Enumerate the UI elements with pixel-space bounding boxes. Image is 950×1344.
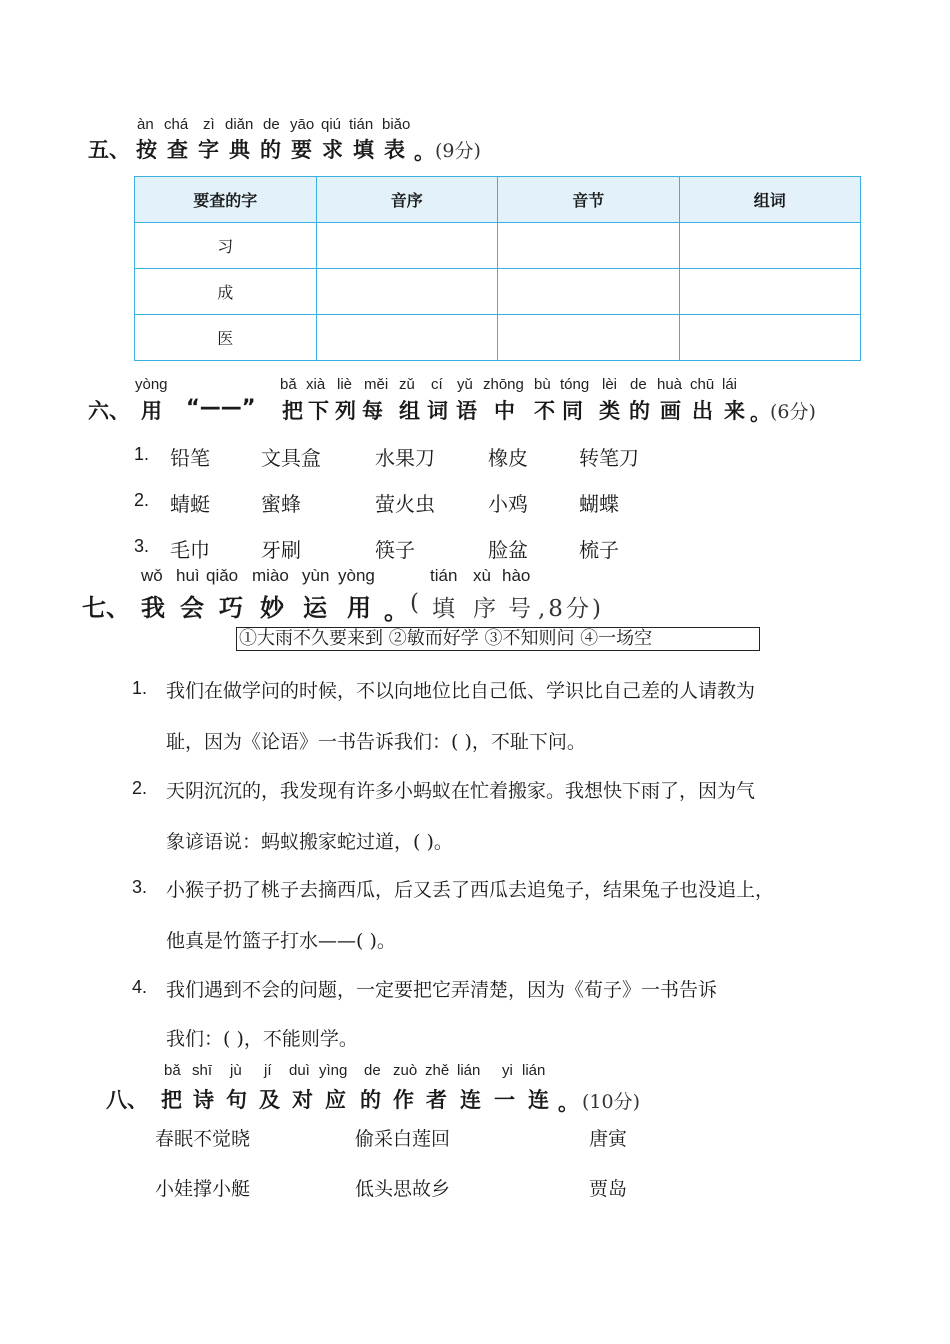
poem-line[interactable]: 小娃撑小艇 — [155, 1178, 251, 1200]
table-header-cell: 音序 — [316, 177, 498, 223]
heading-char: 组 — [399, 399, 420, 423]
question-number: 4. — [132, 977, 148, 997]
word[interactable]: 蜻蜓 — [170, 492, 210, 516]
heading-char: 类 — [599, 399, 620, 423]
heading-char: 作 — [393, 1088, 414, 1112]
table-cell-input[interactable] — [316, 223, 498, 269]
pinyin: jù — [230, 1062, 242, 1079]
score-open: ( — [410, 590, 422, 616]
heading-period: 。 — [414, 140, 435, 164]
poem-author[interactable]: 唐寅 — [589, 1128, 628, 1150]
dictionary-table — [134, 176, 861, 361]
section-number: 六、 — [88, 399, 130, 423]
heading-char: 按 — [136, 138, 157, 162]
pinyin: xù — [473, 566, 491, 585]
heading-char: 语 — [456, 399, 477, 423]
heading-char: 用 — [347, 594, 371, 622]
score-char: 填 — [432, 596, 458, 622]
heading-char: 者 — [426, 1088, 447, 1112]
heading-char: 要 — [291, 138, 312, 162]
pinyin: zuò — [393, 1062, 418, 1079]
heading-period: 。 — [750, 401, 771, 425]
section-score: ,8分) — [538, 596, 604, 622]
heading-char: 把 — [282, 399, 303, 423]
table-cell-char: 成 — [135, 269, 317, 315]
score-char: 序 — [473, 596, 499, 622]
heading-char: 我 — [141, 594, 165, 622]
poem-line[interactable]: 低头思故乡 — [355, 1178, 451, 1200]
pinyin: yìng — [319, 1062, 348, 1079]
table-cell-input[interactable] — [316, 269, 498, 315]
heading-char: 典 — [229, 138, 250, 162]
table-header-cell: 组词 — [679, 177, 861, 223]
table-cell-input[interactable] — [679, 223, 861, 269]
table-cell-input[interactable] — [498, 223, 680, 269]
question-line: 我们在做学问的时候，不以向地位比自己低、学识比自己差的人请教为 — [166, 680, 756, 702]
pinyin: yòng — [338, 566, 375, 585]
score-char: 号 — [508, 596, 534, 622]
heading-char: 及 — [259, 1088, 280, 1112]
word[interactable]: 蝴蝶 — [579, 492, 619, 516]
pinyin: bù — [534, 376, 551, 393]
pinyin: xià — [306, 376, 326, 393]
pinyin: lèi — [602, 376, 618, 393]
row-number: 1. — [134, 444, 150, 464]
question-line: 天阴沉沉的，我发现有许多小蚂蚁在忙着搬家。我想快下雨了，因为气 — [166, 780, 756, 802]
pinyin: de — [263, 116, 280, 133]
heading-char: 把 — [161, 1088, 182, 1112]
heading-char: 的 — [629, 399, 650, 423]
word[interactable]: 水果刀 — [375, 446, 435, 470]
heading-char: 连 — [528, 1088, 549, 1112]
pinyin: tóng — [560, 376, 590, 393]
table-header-cell: 要查的字 — [135, 177, 317, 223]
table-cell-input[interactable] — [679, 269, 861, 315]
table-header-row — [135, 177, 861, 223]
heading-char: 查 — [167, 138, 188, 162]
heading-char: 词 — [427, 399, 448, 423]
table-cell-char: 习 — [135, 223, 317, 269]
heading-dash-marker: “——” — [186, 395, 256, 419]
word[interactable]: 毛巾 — [170, 538, 210, 562]
pinyin: biǎo — [382, 116, 411, 133]
question-line[interactable]: 我们：( )，不能则学。 — [166, 1028, 358, 1050]
pinyin: liè — [337, 376, 353, 393]
section-number: 五、 — [88, 138, 130, 162]
pinyin: tián — [349, 116, 374, 133]
heading-char: 不 — [534, 399, 555, 423]
pinyin: wǒ — [141, 566, 163, 585]
question-number: 1. — [132, 678, 148, 698]
heading-char: 求 — [322, 138, 343, 162]
question-line: 我们遇到不会的问题，一定要把它弄清楚，因为《荀子》一书告诉 — [166, 979, 718, 1001]
word[interactable]: 梳子 — [579, 538, 619, 562]
heading-char: 每 — [362, 399, 383, 423]
word[interactable]: 脸盆 — [488, 538, 528, 562]
question-line: 小猴子扔了桃子去摘西瓜，后又丢了西瓜去追兔子，结果兔子也没追上， — [166, 879, 775, 901]
pinyin: yi — [502, 1062, 513, 1079]
word[interactable]: 橡皮 — [488, 446, 528, 470]
heading-char: 妙 — [260, 594, 284, 622]
pinyin: bǎ — [280, 376, 297, 393]
poem-line[interactable]: 春眠不觉晓 — [155, 1128, 251, 1150]
table-cell-input[interactable] — [679, 315, 861, 361]
poem-author[interactable]: 贾岛 — [589, 1178, 628, 1200]
heading-char: 一 — [494, 1088, 515, 1112]
pinyin: zhě — [425, 1062, 450, 1079]
section-number: 八、 — [106, 1088, 148, 1112]
question-line[interactable]: 耻，因为《论语》一书告诉我们：( )，不耻下问。 — [166, 731, 586, 753]
table-row — [135, 315, 861, 361]
pinyin: diǎn — [225, 116, 254, 133]
pinyin: chū — [690, 376, 715, 393]
question-number: 2. — [132, 778, 148, 798]
pinyin: de — [364, 1062, 381, 1079]
table-cell-input[interactable] — [316, 315, 498, 361]
heading-period: 。 — [558, 1091, 579, 1115]
pinyin: cí — [431, 376, 443, 393]
section-score: (6分) — [770, 401, 816, 423]
heading-char: 对 — [292, 1088, 313, 1112]
pinyin: yùn — [302, 566, 330, 585]
heading-char: 会 — [180, 594, 204, 622]
pinyin: duì — [289, 1062, 310, 1079]
heading-char: 句 — [226, 1088, 247, 1112]
pinyin: zì — [203, 116, 215, 133]
pinyin: huì — [176, 566, 200, 585]
heading-char: 出 — [692, 399, 713, 423]
heading-char: 用 — [141, 399, 162, 423]
heading-char: 表 — [384, 138, 405, 162]
word[interactable]: 萤火虫 — [375, 492, 435, 516]
table-cell-input[interactable] — [498, 269, 680, 315]
heading-char: 来 — [724, 399, 745, 423]
heading-period: 。 — [384, 597, 408, 625]
section-score: (10分) — [582, 1091, 641, 1113]
pinyin: yǔ — [457, 376, 473, 393]
heading-char: 巧 — [219, 594, 243, 622]
row-number: 3. — [134, 536, 150, 556]
heading-char: 应 — [325, 1088, 346, 1112]
question-line[interactable]: 象谚语说：蚂蚁搬家蛇过道，( )。 — [166, 831, 453, 853]
word[interactable]: 蜜蜂 — [261, 492, 301, 516]
table-cell-input[interactable] — [498, 315, 680, 361]
pinyin: huà — [657, 376, 683, 393]
pinyin: jí — [264, 1062, 272, 1079]
heading-char: 列 — [335, 399, 356, 423]
word[interactable]: 小鸡 — [488, 492, 528, 516]
heading-char: 填 — [353, 138, 374, 162]
heading-char: 连 — [460, 1088, 481, 1112]
heading-char: 下 — [308, 399, 329, 423]
pinyin: zhōng — [483, 376, 524, 393]
pinyin: chá — [164, 116, 189, 133]
pinyin: hào — [502, 566, 531, 585]
section-score: (9分) — [435, 140, 481, 162]
heading-char: 画 — [660, 399, 681, 423]
heading-char: 运 — [303, 594, 327, 622]
pinyin: de — [630, 376, 647, 393]
word[interactable]: 文具盒 — [261, 446, 321, 470]
pinyin: shī — [192, 1062, 213, 1079]
section-number: 七、 — [82, 594, 130, 622]
heading-char: 中 — [494, 399, 515, 423]
pinyin: qiǎo — [206, 566, 239, 585]
row-number: 2. — [134, 490, 150, 510]
table-row — [135, 223, 861, 269]
pinyin: lián — [457, 1062, 481, 1079]
word[interactable]: 牙刷 — [261, 538, 301, 562]
word[interactable]: 筷子 — [375, 538, 415, 562]
heading-char: 同 — [562, 399, 583, 423]
table-row — [135, 269, 861, 315]
table-header-cell: 音节 — [498, 177, 680, 223]
heading-char: 诗 — [193, 1088, 214, 1112]
pinyin: bǎ — [164, 1062, 181, 1079]
heading-char: 的 — [260, 138, 281, 162]
pinyin: yòng — [135, 376, 168, 393]
word[interactable]: 铅笔 — [170, 446, 210, 470]
pinyin: tián — [430, 566, 458, 585]
pinyin: miào — [252, 566, 289, 585]
heading-char: 字 — [198, 138, 219, 162]
question-line[interactable]: 他真是竹篮子打水——( )。 — [166, 930, 396, 952]
table-cell-char: 医 — [135, 315, 317, 361]
word[interactable]: 转笔刀 — [579, 446, 639, 470]
pinyin: měi — [364, 376, 389, 393]
pinyin: lái — [722, 376, 738, 393]
question-number: 3. — [132, 877, 148, 897]
pinyin: lián — [522, 1062, 546, 1079]
pinyin: qiú — [321, 116, 342, 133]
options-box: ①大雨不久要来到 ②敏而好学 ③不知则问 ④一场空 — [236, 627, 760, 651]
heading-char: 的 — [360, 1088, 381, 1112]
pinyin: àn — [137, 116, 154, 133]
poem-line[interactable]: 偷采白莲回 — [355, 1128, 451, 1150]
pinyin: zǔ — [399, 376, 415, 393]
pinyin: yāo — [290, 116, 315, 133]
